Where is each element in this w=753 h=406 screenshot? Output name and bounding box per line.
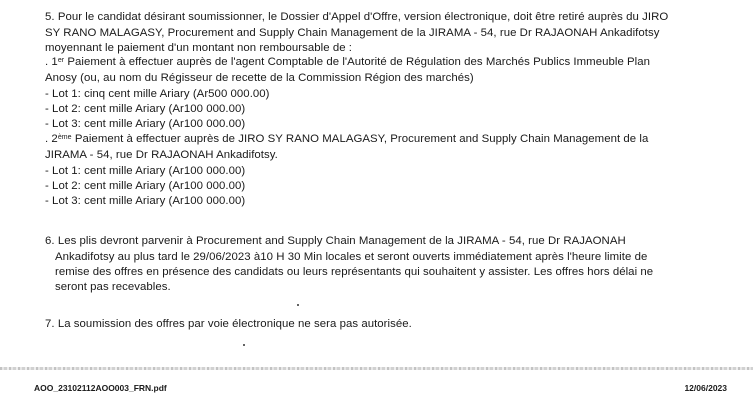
payment-1-lot-2: - Lot 2: cent mille Ariary (Ar100 000.00) xyxy=(45,103,246,115)
payment-2-lot-2: - Lot 2: cent mille Ariary (Ar100 000.00) xyxy=(45,180,246,192)
payment-1-text: Paiement à effectuer auprès de l'agent Comptable de l'Autorité de Régulation des Marchés Publics Immeuble Plan xyxy=(64,56,651,68)
p5-line-3: moyennant le paiement d'un montant non remboursable de : xyxy=(45,42,353,54)
payment-1-ordinal: er xyxy=(57,57,65,64)
payment-2-lot-1: - Lot 1: cent mille Ariary (Ar100 000.00) xyxy=(45,165,246,177)
payment-1-line-1 xyxy=(45,56,650,69)
payment-2-text: Paiement à effectuer auprès de JIRO SY RANO MALAGASY, Procurement and Supply Chain Management de la xyxy=(71,133,649,145)
payment-1-number: . 1 xyxy=(45,56,58,68)
scan-speck xyxy=(297,304,299,306)
payment-2-number: . 2 xyxy=(45,133,58,145)
p7-line-1: 7. La soumission des offres par voie électronique ne sera pas autorisée. xyxy=(45,318,412,330)
p5-line-1: 5. Pour le candidat désirant soumissionner, le Dossier d'Appel d'Offre, version électronique, doit être retiré auprès du JIRO xyxy=(45,11,669,23)
payment-1-line-2: Anosy (ou, au nom du Régisseur de recette de la Commission Région des marchés) xyxy=(45,72,474,84)
scan-speck xyxy=(243,344,245,346)
payment-1-lot-1: - Lot 1: cinq cent mille Ariary (Ar500 000.00) xyxy=(45,88,270,100)
p6-line-2: Ankadifotsy au plus tard le 29/06/2023 à10 H 30 Min locales et seront ouverts immédiatement après l'heure limite de xyxy=(55,251,648,263)
footer-date: 12/06/2023 xyxy=(684,383,727,393)
payment-2-line-2: JIRAMA - 54, rue Dr RAJAONAH Ankadifotsy. xyxy=(45,149,278,161)
payment-2-ordinal: ème xyxy=(57,134,72,141)
p6-line-1: 6. Les plis devront parvenir à Procurement and Supply Chain Management de la JIRAMA - 54, rue Dr RAJAONAH xyxy=(45,235,626,247)
payment-2-lot-3: - Lot 3: cent mille Ariary (Ar100 000.00) xyxy=(45,195,246,207)
p6-line-3: remise des offres en présence des candidats ou leurs représentants qui souhaitent y assister. Les offres hors délai ne xyxy=(55,266,654,278)
payment-2-line-1 xyxy=(45,133,648,146)
footer-filename: AOO_23102112AOO003_FRN.pdf xyxy=(34,383,167,393)
p5-line-2: SY RANO MALAGASY, Procurement and Supply Chain Management de la JIRAMA - 54, rue Dr RAJAONAH Ankadifotsy xyxy=(45,27,660,39)
payment-1-lot-3: - Lot 3: cent mille Ariary (Ar100 000.00) xyxy=(45,118,246,130)
p6-line-4: seront pas recevables. xyxy=(55,281,171,293)
footer-divider xyxy=(0,367,753,370)
